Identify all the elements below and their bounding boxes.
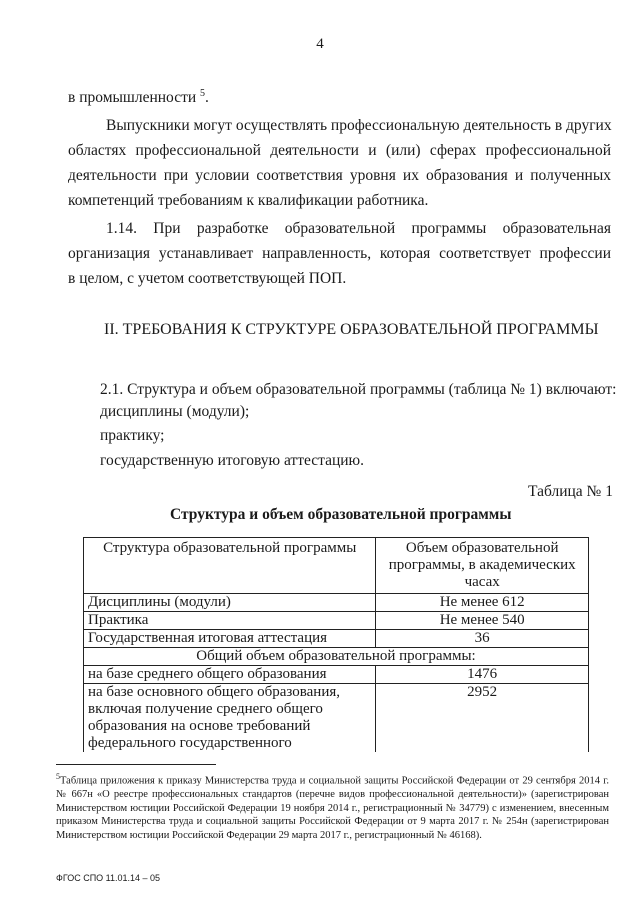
table-total-row	[84, 648, 589, 666]
list-intro: 2.1. Структура и объем образовательной программы (таблица № 1) включают:	[100, 381, 617, 398]
header-line: программы, в академических	[388, 557, 576, 573]
column-header-volume	[376, 538, 589, 594]
row-value: 1476	[376, 666, 589, 684]
row-name: Государственная итоговая аттестация	[84, 630, 376, 648]
list-item: практику;	[100, 427, 165, 444]
row-value: Не менее 540	[376, 612, 589, 630]
total-label: Общий объем образовательной программы:	[84, 648, 589, 666]
header-line: часах	[464, 574, 500, 590]
row-value: 36	[376, 630, 589, 648]
table-label: Таблица № 1	[528, 483, 613, 500]
row-name-line: федерального государственного	[88, 735, 292, 751]
paragraph-1-line-1: Выпускники могут осуществлять профессиональную деятельность в других	[106, 117, 612, 134]
paragraph-2-line-2: организация устанавливает направленность, которая соответствует профессии	[68, 245, 611, 262]
paragraph-1-line-2: областях профессиональной деятельности и (или) сферах профессиональной	[68, 142, 611, 159]
intro-fragment	[68, 84, 209, 108]
table-row	[84, 612, 589, 630]
paragraph-2-line-1: 1.14. При разработке образовательной программы образовательная	[106, 220, 611, 237]
column-header-structure: Структура образовательной программы	[84, 538, 376, 594]
footnote	[56, 770, 609, 842]
table-title: Структура и объем образовательной программы	[170, 506, 512, 523]
table-row	[84, 630, 589, 648]
row-name-line: на базе основного общего образования,	[88, 684, 340, 700]
footnote-marker: 5	[56, 772, 60, 781]
paragraph-1-line-4: компетенций требованиям к квалификации работника.	[68, 192, 429, 209]
paragraph-1-line-3: деятельности при условии соответствия уровня их образования и полученных	[68, 167, 611, 184]
footnote-reference: 5	[200, 88, 206, 99]
row-name-line: включая получение среднего общего	[88, 701, 323, 717]
header-line: Объем образовательной	[405, 540, 559, 556]
intro-text: в промышленности	[68, 89, 197, 107]
table-row	[84, 666, 589, 684]
row-name: Дисциплины (модули)	[84, 594, 376, 612]
footnote-divider	[56, 764, 216, 765]
row-value: Не менее 612	[376, 594, 589, 612]
section-heading: II. ТРЕБОВАНИЯ К СТРУКТУРЕ ОБРАЗОВАТЕЛЬНОЙ ПРОГРАММЫ	[104, 321, 599, 338]
table-row	[84, 684, 589, 753]
document-code: ФГОС СПО 11.01.14 – 05	[56, 873, 161, 883]
table-row	[84, 594, 589, 612]
footnote-text: Таблица приложения к приказу Министерства труда и социальной защиты Российской Федерации от 29 сентября 2014 г. № 667н «О реестре профессиональных стандартов (перечне видов профессиональной деятельности)» (зарегистрирован Министерством юстиции Российской Федерации 19 ноября 2014 г., регистрационный № 34779) с изменением, внесенным приказом Министерства труда и социальной защиты Российской Федерации от 9 марта 2017 г. № 254н (зарегистрирован Министерством юстиции Российской Федерации 29 марта 2017 г., регистрационный № 46168).	[56, 775, 609, 841]
row-name: на базе среднего общего образования	[84, 666, 376, 684]
row-name: Практика	[84, 612, 376, 630]
paragraph-2-line-3: в целом, с учетом соответствующей ПОП.	[68, 270, 347, 287]
row-value: 2952	[376, 684, 589, 753]
page-number: 4	[316, 36, 324, 52]
row-name	[84, 684, 376, 753]
list-item: государственную итоговую аттестацию.	[100, 452, 365, 469]
table-header-row	[84, 538, 589, 594]
list-item: дисциплины (модули);	[100, 403, 250, 420]
intro-period: .	[205, 89, 209, 107]
structure-table	[83, 537, 589, 752]
row-name-line: образования на основе требований	[88, 718, 311, 734]
